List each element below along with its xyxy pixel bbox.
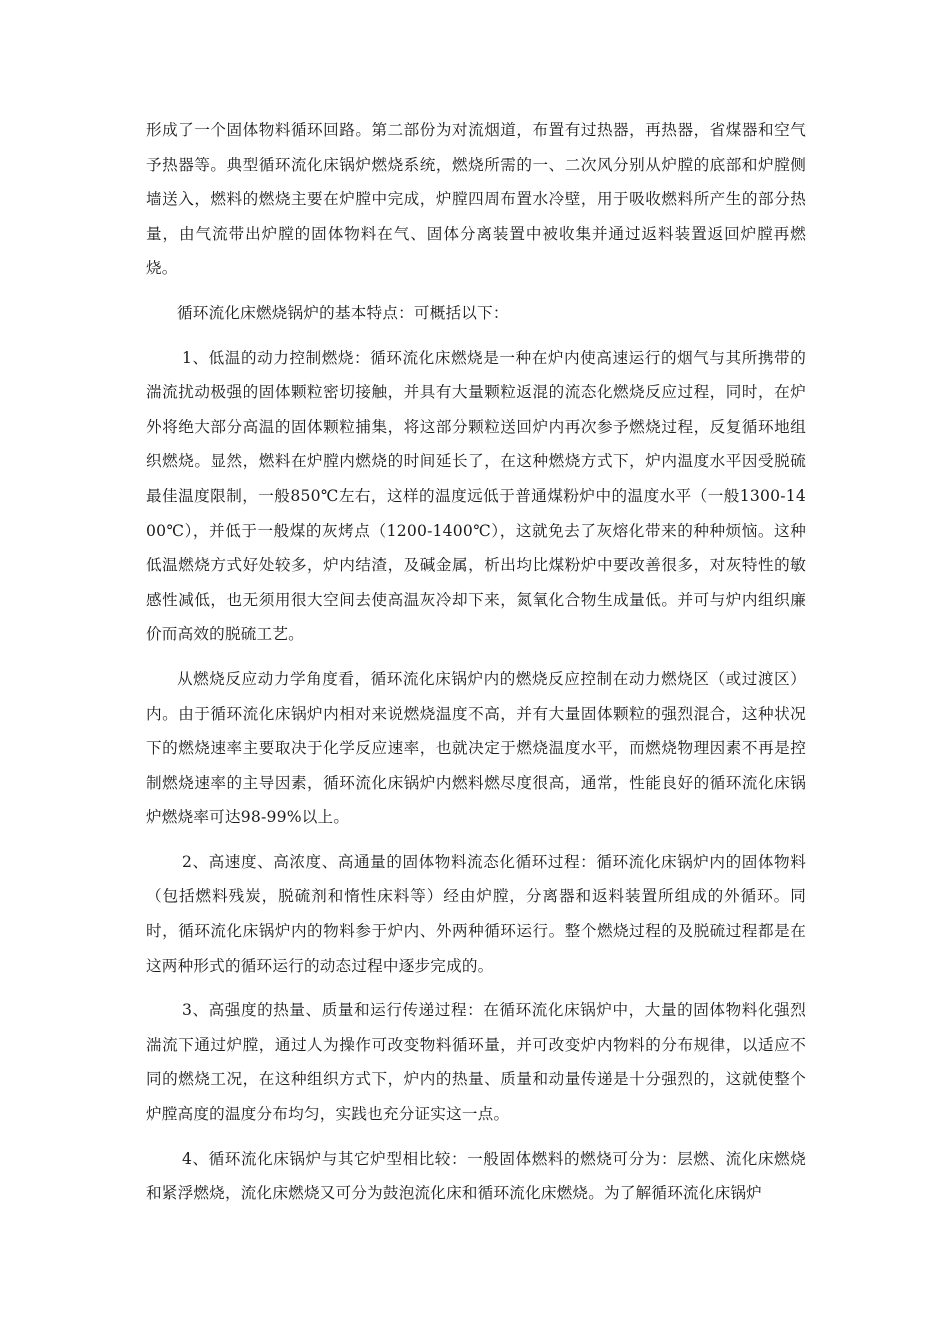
paragraph-features-heading: 循环流化床燃烧锅炉的基本特点：可概括以下： (177, 303, 509, 322)
paragraph-feature-3: 3、高强度的热量、质量和运行传递过程：在循环流化床锅炉中，大量的固体物料化强烈湍流下通过炉膛，通过人为操作可改变物料循环量，并可改变炉内物料的分布规律，以适应不同的燃烧工况，在这种组织方式下，炉内的热量、质量和动量传递是十分强烈的，这就使整个炉膛高度的温度分布均匀，实践也充分证实这一点。 (146, 1001, 806, 1124)
paragraph-kinetics: 从燃烧反应动力学角度看，循环流化床锅炉内的燃烧反应控制在动力燃烧区（或过渡区）内。由于循环流化床锅炉内相对来说燃烧温度不高，并有大量固体颗粒的强烈混合，这种状况下的燃烧速率主要取决于化学反应速率，也就决定于燃烧温度水平，而燃烧物理因素不再是控制燃烧速率的主导因素，循环流化床锅炉内燃料燃尽度很高，通常，性能良好的循环流化床锅炉燃烧率可达98-99%以上。 (146, 669, 806, 827)
document-body (146, 113, 806, 1221)
paragraph-intro-continued: 形成了一个固体物料循环回路。第二部份为对流烟道，布置有过热器，再热器，省煤器和空气予热器等。典型循环流化床锅炉燃烧系统，燃烧所需的一、二次风分别从炉膛的底部和炉膛侧墙送入，燃料的燃烧主要在炉膛中完成，炉膛四周布置水冷壁，用于吸收燃料所产生的部分热量，由气流带出炉膛的固体物料在气、固体分离装置中被收集并通过返料装置返回炉膛再燃烧。 (146, 121, 806, 278)
paragraph-feature-1: 1、低温的动力控制燃烧：循环流化床燃烧是一种在炉内使高速运行的烟气与其所携带的湍流扰动极强的固体颗粒密切接触，并具有大量颗粒返混的流态化燃烧反应过程，同时，在炉外将绝大部分高温的固体颗粒捕集，将这部分颗粒送回炉内再次参予燃烧过程，反复循环地组织燃烧。显然，燃料在炉膛内燃烧的时间延长了，在这种燃烧方式下，炉内温度水平因受脱硫最佳温度限制，一般850℃左右，这样的温度远低于普通煤粉炉中的温度水平（一般1300-1400℃），并低于一般煤的灰烤点（1200-1400℃），这就免去了灰熔化带来的种种烦恼。这种低温燃烧方式好处较多，炉内结渣，及碱金属，析出均比煤粉炉中要改善很多，对灰特性的敏感性减低，也无须用很大空间去使高温灰冷却下来，氮氧化合物生成量低。并可与炉内组织廉价而高效的脱硫工艺。 (146, 348, 806, 644)
paragraph-feature-4: 4、循环流化床锅炉与其它炉型相比较：一般固体燃料的燃烧可分为：层燃、流化床燃烧和紧浮燃烧，流化床燃烧又可分为鼓泡流化床和循环流化床燃烧。为了解循环流化床锅炉 (146, 1149, 806, 1203)
paragraph-feature-2: 2、高速度、高浓度、高通量的固体物料流态化循环过程：循环流化床锅炉内的固体物料（包括燃料残炭，脱硫剂和惰性床料等）经由炉膛，分离器和返料装置所组成的外循环。同时，循环流化床锅炉内的物料参于炉内、外两种循环运行。整个燃烧过程的及脱硫过程都是在这两种形式的循环运行的动态过程中逐步完成的。 (146, 852, 806, 975)
